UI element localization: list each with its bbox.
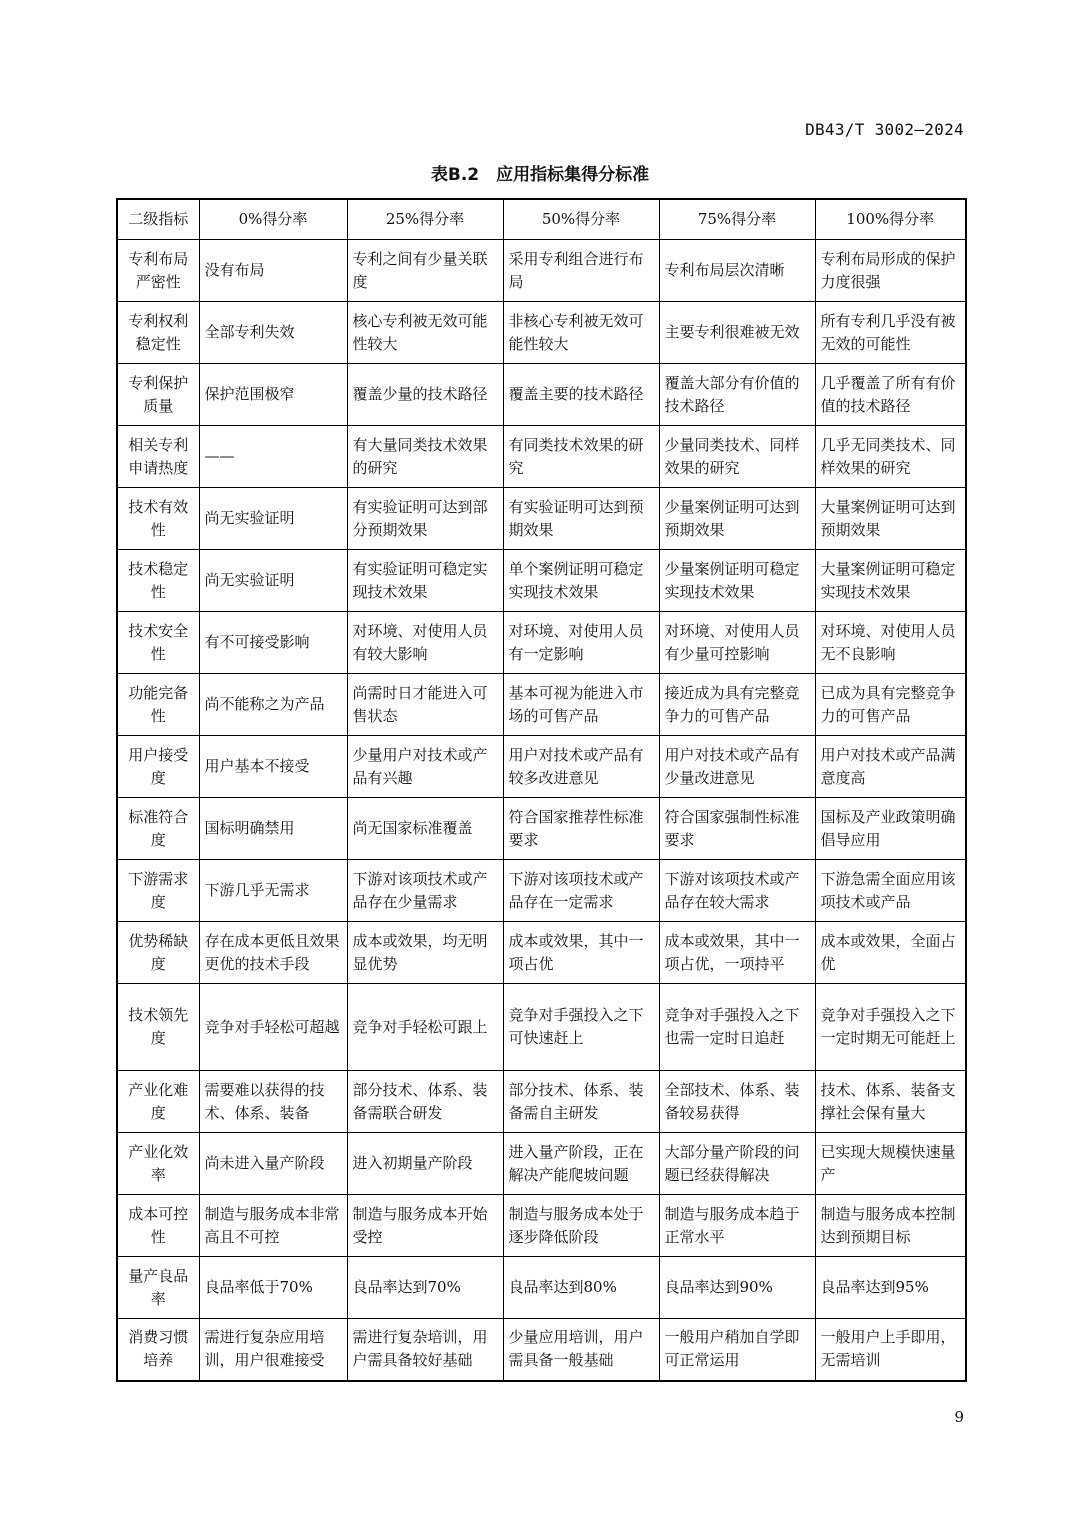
criteria-cell: 基本可视为能进入市场的可售产品 <box>503 674 659 736</box>
indicator-cell: 量产良品率 <box>117 1257 199 1319</box>
indicator-cell: 标准符合度 <box>117 798 199 860</box>
criteria-cell: 有实验证明可稳定实现技术效果 <box>347 550 503 612</box>
indicator-cell: 技术安全性 <box>117 612 199 674</box>
criteria-cell: 制造与服务成本控制达到预期目标 <box>815 1195 966 1257</box>
criteria-cell: 全部专利失效 <box>199 302 347 364</box>
criteria-cell: 下游急需全面应用该项技术或产品 <box>815 860 966 922</box>
header-score-75: 75%得分率 <box>659 199 815 240</box>
criteria-cell: 竞争对手强投入之下可快速赶上 <box>503 984 659 1071</box>
criteria-cell: 对环境、对使用人员有较大影响 <box>347 612 503 674</box>
criteria-cell: 尚不能称之为产品 <box>199 674 347 736</box>
criteria-cell: 部分技术、体系、装备需自主研发 <box>503 1071 659 1133</box>
indicator-cell: 优势稀缺度 <box>117 922 199 984</box>
page-number: 9 <box>954 1408 964 1426</box>
criteria-cell: 专利之间有少量关联度 <box>347 240 503 302</box>
header-score-100: 100%得分率 <box>815 199 966 240</box>
indicator-cell: 产业化效率 <box>117 1133 199 1195</box>
criteria-cell: 大部分量产阶段的问题已经获得解决 <box>659 1133 815 1195</box>
criteria-cell: 良品率低于70% <box>199 1257 347 1319</box>
criteria-cell: 用户对技术或产品满意度高 <box>815 736 966 798</box>
table-row <box>117 302 966 364</box>
criteria-cell: 成本或效果，其中一项占优，一项持平 <box>659 922 815 984</box>
criteria-cell: 下游对该项技术或产品存在少量需求 <box>347 860 503 922</box>
criteria-cell: 没有布局 <box>199 240 347 302</box>
indicator-cell: 技术领先度 <box>117 984 199 1071</box>
criteria-cell: 有大量同类技术效果的研究 <box>347 426 503 488</box>
indicator-cell: 产业化难度 <box>117 1071 199 1133</box>
criteria-cell: 技术、体系、装备支撑社会保有量大 <box>815 1071 966 1133</box>
criteria-cell: 竞争对手轻松可超越 <box>199 984 347 1071</box>
criteria-cell: 良品率达到90% <box>659 1257 815 1319</box>
indicator-cell: 技术有效性 <box>117 488 199 550</box>
criteria-cell: 用户基本不接受 <box>199 736 347 798</box>
criteria-cell: 进入量产阶段，正在解决产能爬坡问题 <box>503 1133 659 1195</box>
criteria-cell: 几乎无同类技术、同样效果的研究 <box>815 426 966 488</box>
criteria-cell: 部分技术、体系、装备需联合研发 <box>347 1071 503 1133</box>
criteria-cell: 进入初期量产阶段 <box>347 1133 503 1195</box>
indicator-cell: 专利保护质量 <box>117 364 199 426</box>
table-row <box>117 984 966 1071</box>
criteria-cell: 用户对技术或产品有少量改进意见 <box>659 736 815 798</box>
indicator-cell: 功能完备性 <box>117 674 199 736</box>
criteria-cell: 有实验证明可达到部分预期效果 <box>347 488 503 550</box>
criteria-cell: 用户对技术或产品有较多改进意见 <box>503 736 659 798</box>
criteria-cell: 国标及产业政策明确倡导应用 <box>815 798 966 860</box>
table-row <box>117 240 966 302</box>
criteria-cell: 下游对该项技术或产品存在一定需求 <box>503 860 659 922</box>
criteria-cell: 成本或效果，均无明显优势 <box>347 922 503 984</box>
criteria-cell: 竞争对手强投入之下也需一定时日追赶 <box>659 984 815 1071</box>
criteria-cell: 采用专利组合进行布局 <box>503 240 659 302</box>
criteria-cell: 符合国家强制性标准要求 <box>659 798 815 860</box>
criteria-cell: 接近成为具有完整竞争力的可售产品 <box>659 674 815 736</box>
criteria-cell: 主要专利很难被无效 <box>659 302 815 364</box>
criteria-cell: 对环境、对使用人员无不良影响 <box>815 612 966 674</box>
criteria-cell: 一般用户上手即用，无需培训 <box>815 1319 966 1381</box>
criteria-cell: 竞争对手轻松可跟上 <box>347 984 503 1071</box>
table-row <box>117 798 966 860</box>
criteria-cell: 覆盖大部分有价值的技术路径 <box>659 364 815 426</box>
criteria-cell: 国标明确禁用 <box>199 798 347 860</box>
table-row <box>117 1071 966 1133</box>
header-score-25: 25%得分率 <box>347 199 503 240</box>
table-row <box>117 736 966 798</box>
table-row <box>117 860 966 922</box>
criteria-cell: 少量案例证明可达到预期效果 <box>659 488 815 550</box>
table-row <box>117 488 966 550</box>
criteria-cell: 非核心专利被无效可能性较大 <box>503 302 659 364</box>
table-header-row <box>117 199 966 240</box>
criteria-cell: 核心专利被无效可能性较大 <box>347 302 503 364</box>
table-row <box>117 612 966 674</box>
criteria-cell: 良品率达到70% <box>347 1257 503 1319</box>
indicator-cell: 用户接受度 <box>117 736 199 798</box>
criteria-cell: 有实验证明可达到预期效果 <box>503 488 659 550</box>
criteria-cell: 制造与服务成本开始受控 <box>347 1195 503 1257</box>
criteria-cell: 有同类技术效果的研究 <box>503 426 659 488</box>
criteria-cell: 对环境、对使用人员有一定影响 <box>503 612 659 674</box>
criteria-cell: 制造与服务成本非常高且不可控 <box>199 1195 347 1257</box>
scoring-table <box>116 198 967 1382</box>
criteria-cell: 专利布局层次清晰 <box>659 240 815 302</box>
criteria-cell: 有不可接受影响 <box>199 612 347 674</box>
indicator-cell: 下游需求度 <box>117 860 199 922</box>
criteria-cell: 已成为具有完整竞争力的可售产品 <box>815 674 966 736</box>
criteria-cell: 成本或效果，其中一项占优 <box>503 922 659 984</box>
table-row <box>117 364 966 426</box>
criteria-cell: 少量案例证明可稳定实现技术效果 <box>659 550 815 612</box>
criteria-cell: 存在成本更低且效果更优的技术手段 <box>199 922 347 984</box>
criteria-cell: 良品率达到95% <box>815 1257 966 1319</box>
criteria-cell: 覆盖少量的技术路径 <box>347 364 503 426</box>
criteria-cell: 保护范围极窄 <box>199 364 347 426</box>
indicator-cell: 成本可控性 <box>117 1195 199 1257</box>
table-row <box>117 1195 966 1257</box>
criteria-cell: 下游对该项技术或产品存在较大需求 <box>659 860 815 922</box>
criteria-cell: 尚未进入量产阶段 <box>199 1133 347 1195</box>
indicator-cell: 技术稳定性 <box>117 550 199 612</box>
criteria-cell: 全部技术、体系、装备较易获得 <box>659 1071 815 1133</box>
criteria-cell: 大量案例证明可稳定实现技术效果 <box>815 550 966 612</box>
criteria-cell: 尚无实验证明 <box>199 488 347 550</box>
table-title: 表B.2 应用指标集得分标准 <box>430 165 650 185</box>
criteria-cell: 专利布局形成的保护力度很强 <box>815 240 966 302</box>
header-score-0: 0%得分率 <box>199 199 347 240</box>
table-row <box>117 1133 966 1195</box>
table-row <box>117 1319 966 1381</box>
header-indicator: 二级指标 <box>117 199 199 240</box>
criteria-cell: 对环境、对使用人员有少量可控影响 <box>659 612 815 674</box>
criteria-cell: 所有专利几乎没有被无效的可能性 <box>815 302 966 364</box>
table-row <box>117 426 966 488</box>
criteria-cell: 制造与服务成本处于逐步降低阶段 <box>503 1195 659 1257</box>
criteria-cell: 竞争对手强投入之下一定时期无可能赶上 <box>815 984 966 1071</box>
standard-code: DB43/T 3002—2024 <box>805 120 964 139</box>
indicator-cell: 相关专利申请热度 <box>117 426 199 488</box>
criteria-cell: 需进行复杂应用培训，用户很难接受 <box>199 1319 347 1381</box>
criteria-cell: —— <box>199 426 347 488</box>
criteria-cell: 尚无实验证明 <box>199 550 347 612</box>
indicator-cell: 消费习惯培养 <box>117 1319 199 1381</box>
criteria-cell: 已实现大规模快速量产 <box>815 1133 966 1195</box>
criteria-cell: 成本或效果，全面占优 <box>815 922 966 984</box>
criteria-cell: 一般用户稍加自学即可正常运用 <box>659 1319 815 1381</box>
criteria-cell: 符合国家推荐性标准要求 <box>503 798 659 860</box>
criteria-cell: 制造与服务成本趋于正常水平 <box>659 1195 815 1257</box>
criteria-cell: 覆盖主要的技术路径 <box>503 364 659 426</box>
criteria-cell: 需进行复杂培训，用户需具备较好基础 <box>347 1319 503 1381</box>
criteria-cell: 需要难以获得的技术、体系、装备 <box>199 1071 347 1133</box>
indicator-cell: 专利布局严密性 <box>117 240 199 302</box>
criteria-cell: 少量应用培训，用户需具备一般基础 <box>503 1319 659 1381</box>
criteria-cell: 单个案例证明可稳定实现技术效果 <box>503 550 659 612</box>
table-row <box>117 550 966 612</box>
indicator-cell: 专利权利稳定性 <box>117 302 199 364</box>
criteria-cell: 良品率达到80% <box>503 1257 659 1319</box>
criteria-cell: 少量同类技术、同样效果的研究 <box>659 426 815 488</box>
criteria-cell: 下游几乎无需求 <box>199 860 347 922</box>
criteria-cell: 大量案例证明可达到预期效果 <box>815 488 966 550</box>
criteria-cell: 尚需时日才能进入可售状态 <box>347 674 503 736</box>
table-row <box>117 674 966 736</box>
table-row <box>117 1257 966 1319</box>
criteria-cell: 少量用户对技术或产品有兴趣 <box>347 736 503 798</box>
criteria-cell: 尚无国家标准覆盖 <box>347 798 503 860</box>
table-row <box>117 922 966 984</box>
criteria-cell: 几乎覆盖了所有有价值的技术路径 <box>815 364 966 426</box>
header-score-50: 50%得分率 <box>503 199 659 240</box>
